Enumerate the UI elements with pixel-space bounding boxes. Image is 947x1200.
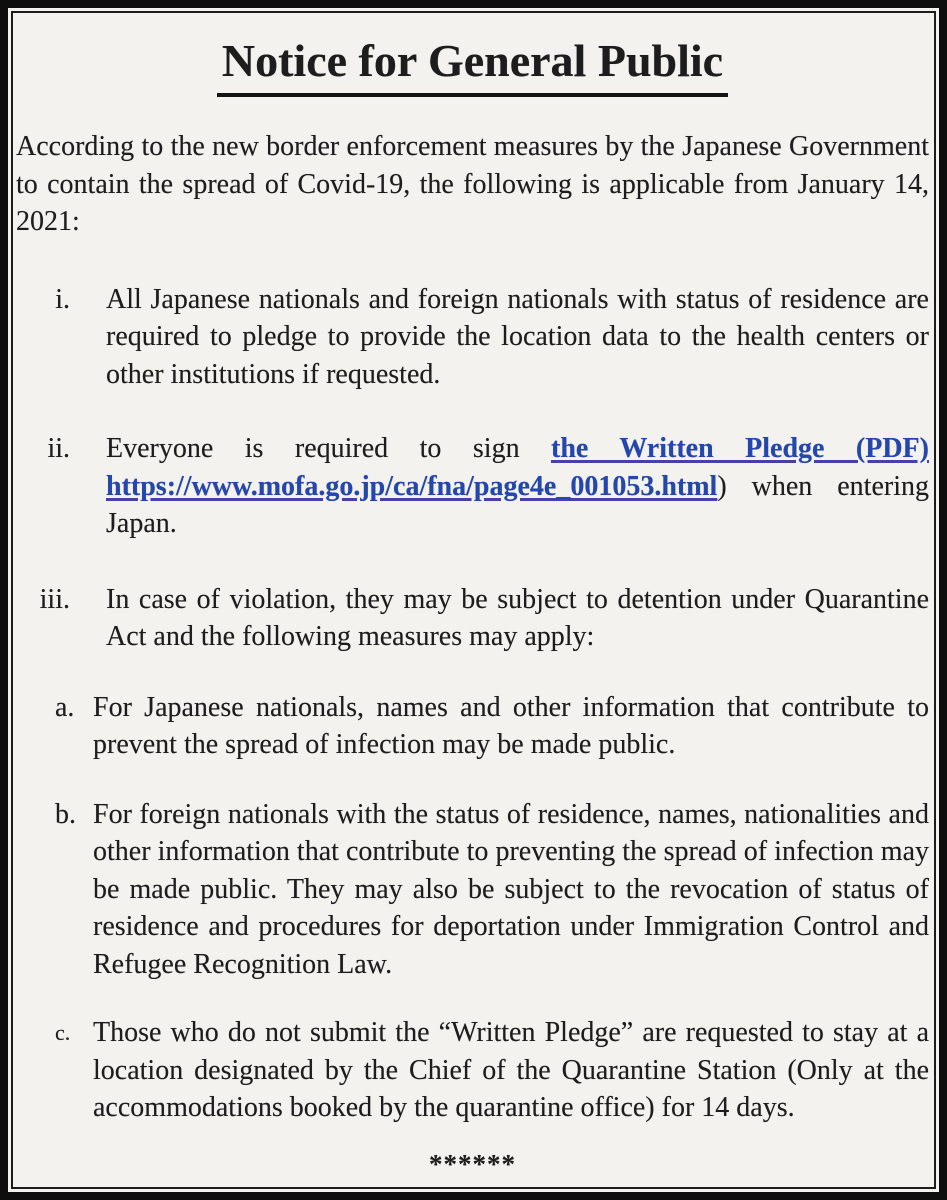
intro-paragraph: According to the new border enforcement measures by the Japanese Government to contain the spread of Covid-19, the following is applicable from January 14, 2021:	[16, 131, 929, 237]
list-item-ii-pre-text: Everyone is required to sign	[106, 433, 552, 464]
list-marker-i: i.	[55, 283, 70, 315]
page-title-text: Notice for General Public	[217, 35, 728, 97]
sublist-item-c-text: Those who do not submit the “Written Pledge” are requested to stay at a location designated by the Chief of the Quarantine Station (Only at the accommodations booked by the quarantine office) for 14 days.	[93, 1017, 929, 1123]
document-inner-frame	[11, 11, 936, 1189]
sublist-marker-b: b.	[55, 798, 76, 830]
list-item-ii-post-text: ) when entering Japan.	[106, 470, 929, 539]
sublist-item-b-text: For foreign nationals with the status of residence, names, nationalities and other information that contribute to preventing the spread of infection may be made public. They may also be subject to the revocation of status of residence and procedures for deportation under Immigration Control and Refugee Recognition Law.	[93, 798, 929, 980]
sublist-item-b	[16, 796, 929, 984]
sublist-marker-c: c.	[55, 1020, 71, 1045]
written-pledge-link[interactable]: the Written Pledge (PDF) https://www.mofa.go.jp/ca/fna/page4e_001053.html	[106, 433, 929, 502]
list-item-i	[16, 281, 929, 394]
sublist-marker-a: a.	[55, 691, 75, 723]
sublist-item-c	[16, 1014, 929, 1127]
list-item-ii	[16, 430, 929, 543]
sublist-item-a-text: For Japanese nationals, names and other information that contribute to prevent the spread of infection may be made public.	[93, 691, 929, 760]
asterisk-separator: ******	[429, 1148, 516, 1179]
list-item-iii-text: In case of violation, they may be subject to detention under Quarantine Act and the following measures may apply:	[106, 583, 929, 652]
list-item-ii-text	[106, 430, 929, 543]
sublist-item-a	[16, 689, 929, 764]
list-item-iii	[16, 581, 929, 656]
list-marker-iii: iii.	[39, 583, 70, 615]
page-title	[16, 35, 929, 97]
list-marker-ii: ii.	[47, 433, 70, 464]
list-item-i-text: All Japanese nationals and foreign nationals with status of residence are required to pledge to provide the location data to the health centers or other institutions if requested.	[106, 283, 929, 390]
